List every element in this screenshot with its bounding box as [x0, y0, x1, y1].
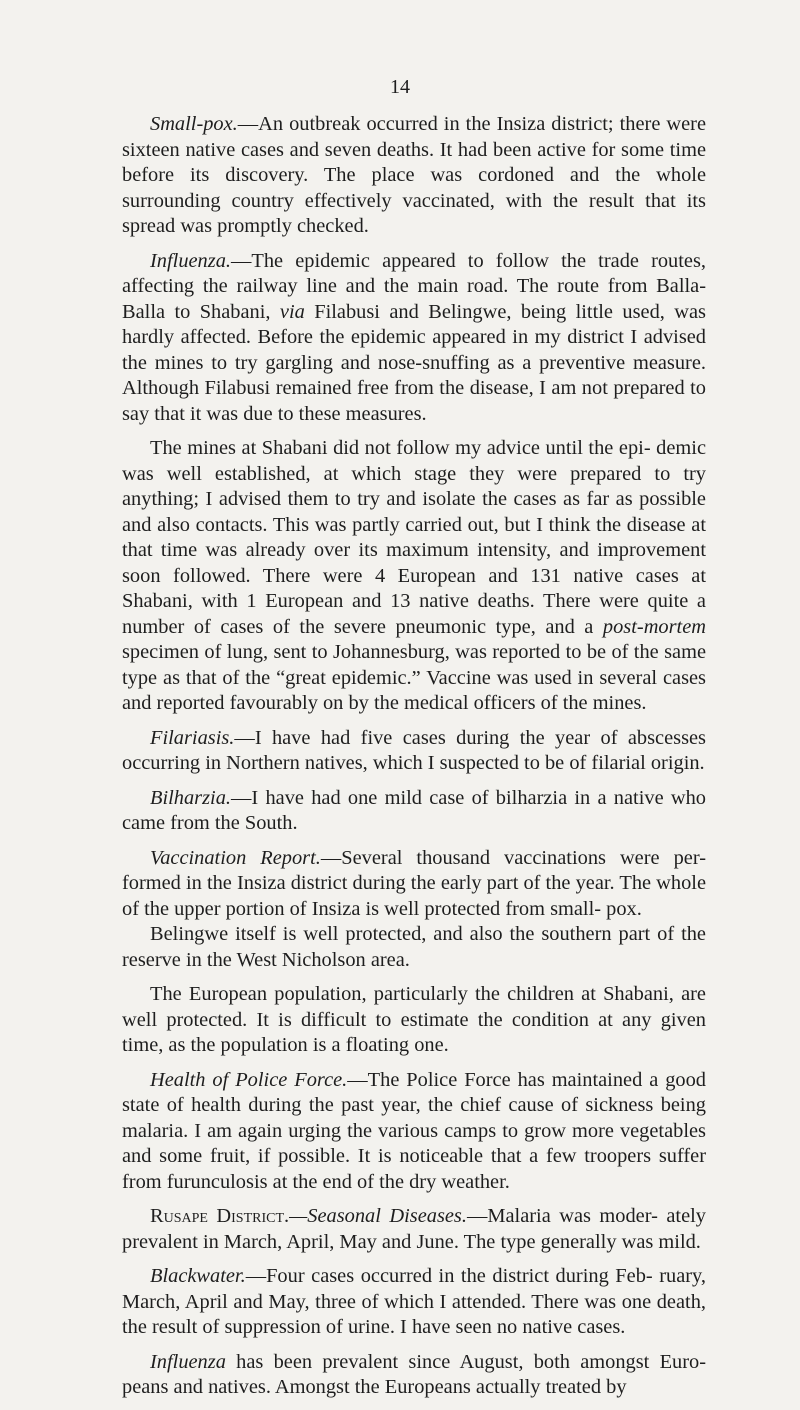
paragraph-text: has been prevalent since August, both amongst Euro- peans and natives. Amongst the Europeans actually treated by	[122, 1350, 706, 1398]
paragraph-belingwe	[122, 922, 706, 973]
paragraph-text: Filabusi and Belingwe, being little used, was hardly affected. Before the epidemic appeared in my district I advised the mines to try gargling and nose-snuffing as a preventive measure. Although Filabusi remained free from the disease, I am not prepared to say that it was due to these measures.	[122, 300, 706, 425]
paragraph-influenza-rusape	[122, 1350, 706, 1401]
paragraph-text: —An outbreak occurred in the Insiza district; there were sixteen native cases and seven deaths. It had been active for some time before its discovery. The place was cordoned and the whole surrounding country effectively vaccinated, with the result that its spread was promptly checked.	[122, 113, 706, 237]
section-heading-seasonal-diseases: —Seasonal Diseases.	[289, 1205, 467, 1227]
paragraph-text: —I have had five cases during the year of abscesses occurring in Northern natives, which I suspected to be of filarial origin.	[122, 726, 706, 774]
paragraph-text: specimen of lung, sent to Johannesburg, was reported to be of the same type as that of the “great epidemic.” Vaccine was used in several cases and reported favourably on by the medical officers of the mines.	[122, 641, 706, 714]
paragraph-rusape-district	[122, 1204, 706, 1255]
paragraph-influenza	[122, 249, 706, 428]
italic-via: via	[279, 300, 305, 323]
section-heading-influenza: Influenza.	[150, 249, 231, 272]
paragraph-text: —Malaria was moder- ately prevalent in March, April, May and June. The type generally was mild.	[122, 1205, 706, 1253]
section-heading-bilharzia: Bilharzia.	[150, 786, 232, 809]
paragraph-text: —The epidemic appeared to follow the trade routes, affecting the railway line and the main road. The route from Balla-Balla to Shabani,	[122, 249, 706, 323]
paragraph-blackwater	[122, 1264, 706, 1341]
paragraph-text: —The Police Force has maintained a good state of health during the past year, the chief cause of sickness being malaria. I am again urging the various camps to grow more vegetables and some fruit, if possible. It is noticeable that a few troopers suffer from furunculosis at the end of the dry weather.	[122, 1068, 706, 1193]
paragraph-european-population	[122, 982, 706, 1059]
section-heading-vaccination-report: Vaccination Report.	[150, 846, 321, 869]
section-heading-small-pox: Small-pox.	[150, 113, 238, 135]
paragraph-text: —Several thousand vaccinations were per- formed in the Insiza district during the early part of the year. The whole of the upper portion of Insiza is well protected from small- pox.	[122, 846, 706, 920]
paragraph-shabani-mines	[122, 436, 706, 717]
page-number: 14	[390, 76, 410, 98]
paragraph-small-pox	[122, 112, 706, 240]
paragraph-bilharzia	[122, 786, 706, 837]
paragraph-text: —Four cases occurred in the district during Feb- ruary, March, April and May, three of which I attended. There was one death, the result of suppression of urine. I have seen no native cases.	[122, 1265, 706, 1338]
paragraph-police-health	[122, 1068, 706, 1196]
section-heading-filariasis: Filariasis.	[150, 726, 235, 749]
paragraph-text: The mines at Shabani did not follow my advice until the epi- demic was well established, at which stage they were prepared to try anything; I advised them to try and isolate the cases as far as possible and also contacts. This was partly carried out, but I think the disease at that time was already over its maximum intensity, and improvement soon followed. There were 4 European and 131 native cases at Shabani, with 1 European and 13 native deaths. There were quite a number of cases of the severe pneumonic type, and a	[122, 437, 706, 638]
paragraph-text: Belingwe itself is well protected, and also the southern part of the reserve in the West Nicholson area.	[122, 923, 706, 971]
section-heading-police-health: Health of Police Force.	[150, 1068, 348, 1091]
district-heading-rusape: Rusape District.	[150, 1205, 290, 1227]
section-heading-influenza-rusape: Influenza	[150, 1350, 226, 1373]
paragraph-text: The European population, particularly the children at Shabani, are well protected. It is difficult to estimate the condition at any given time, as the population is a floating one.	[122, 983, 706, 1056]
italic-post-mortem: post-mortem	[602, 615, 706, 638]
paragraph-text: —I have had one mild case of bilharzia in a native who came from the South.	[122, 786, 706, 834]
paragraph-filariasis	[122, 726, 706, 777]
paragraph-vaccination-report	[122, 846, 706, 923]
section-heading-blackwater: Blackwater.	[150, 1265, 246, 1287]
document-body	[122, 112, 706, 1410]
